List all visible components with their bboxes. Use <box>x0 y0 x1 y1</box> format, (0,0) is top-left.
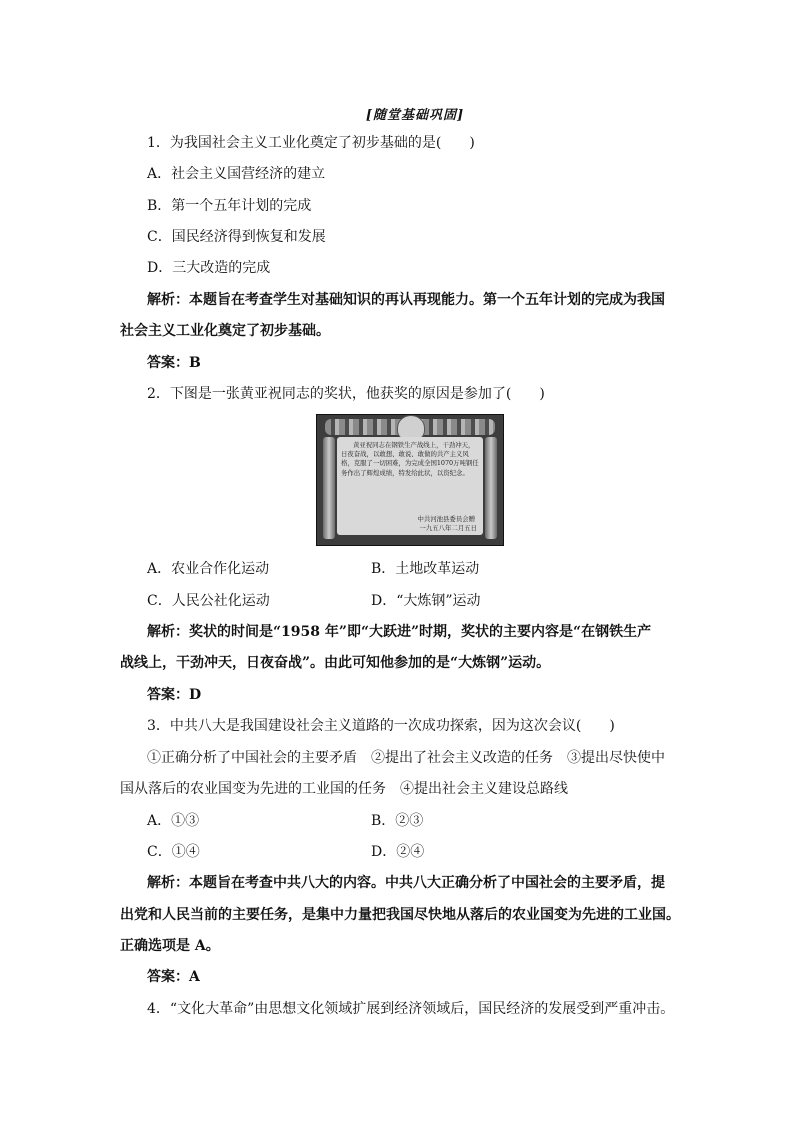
question-2-option-c: C．人民公社化运动 <box>147 593 270 609</box>
question-2-option-d: D．“大炼钢”运动 <box>371 593 481 609</box>
question-1-option-c: C．国民经济得到恢复和发展 <box>147 229 326 245</box>
question-1-analysis: 解析：本题旨在考查学生对基础知识的再认再现能力。第一个五年计划的完成为我国 <box>147 292 665 308</box>
question-2-stem: 2．下图是一张黄亚祝同志的奖状，他获奖的原因是参加了( ) <box>147 386 545 402</box>
question-2-analysis: 解析：奖状的时间是“1958 年”即“大跃进”时期，奖状的主要内容是“在钢铁生产 <box>147 624 652 640</box>
question-1-option-a: A．社会主义国营经济的建立 <box>147 166 326 182</box>
certificate-paper <box>337 437 483 535</box>
question-3-analysis: 解析：本题旨在考查中共八大的内容。中共八大正确分析了中国社会的主要矛盾，提 <box>147 875 665 891</box>
question-3-stem: 3．中共八大是我国建设社会主义道路的一次成功探索，因为这次会议( ) <box>147 718 615 734</box>
question-3-analysis-cont: 出党和人民当前的主要任务，是集中力量把我国尽快地从落后的农业国变为先进的工业国。 <box>120 907 680 923</box>
section-title: [随堂基础巩固] <box>365 108 465 123</box>
question-3-option-d: D．②④ <box>371 844 425 860</box>
question-3-items-cont: 国从落后的农业国变为先进的工业国的任务 ④提出社会主义建设总路线 <box>120 781 568 797</box>
question-1-option-b: B．第一个五年计划的完成 <box>147 198 312 214</box>
question-4-stem: 4．“文化大革命”由思想文化领域扩展到经济领域后，国民经济的发展受到严重冲击。 <box>147 1001 675 1017</box>
certificate-left-pillar <box>323 437 335 539</box>
question-3-option-a: A．①③ <box>147 813 200 829</box>
certificate-issuer: 中共河池县委员会赠 <box>417 515 475 523</box>
question-2-analysis-cont: 战线上，干劲冲天，日夜奋战”。由此可知他参加的是“大炼钢”运动。 <box>120 655 551 671</box>
question-1-option-d: D．三大改造的完成 <box>147 260 271 276</box>
question-3-analysis-cont-2: 正确选项是 A。 <box>120 938 220 954</box>
question-2-option-a: A．农业合作化运动 <box>147 561 270 577</box>
question-2-answer: 答案：D <box>147 687 202 703</box>
certificate-right-pillar <box>485 437 497 539</box>
question-3-items: ①正确分析了中国社会的主要矛盾 ②提出了社会主义改造的任务 ③提出尽快使中 <box>147 750 665 766</box>
award-certificate-image <box>316 414 504 546</box>
certificate-text: 黄亚祝同志在钢铁生产战线上，干劲冲天，日夜奋战，以敢想、敢说、敢做的共产主义风格，克服了一切困难，为完成全国1070万吨钢任务作出了辉煌成绩，特发给此状，以资纪念。 <box>341 441 479 477</box>
question-3-option-b: B．②③ <box>371 813 424 829</box>
question-2-option-b: B．土地改革运动 <box>371 561 480 577</box>
question-1-answer: 答案：B <box>147 355 201 371</box>
question-3-answer: 答案：A <box>147 969 200 985</box>
certificate-date: 一九五八年二月五日 <box>419 524 477 532</box>
question-1-analysis-cont: 社会主义工业化奠定了初步基础。 <box>120 323 330 339</box>
question-1-stem: 1．为我国社会主义工业化奠定了初步基础的是( ) <box>147 135 475 151</box>
question-3-option-c: C．①④ <box>147 844 200 860</box>
